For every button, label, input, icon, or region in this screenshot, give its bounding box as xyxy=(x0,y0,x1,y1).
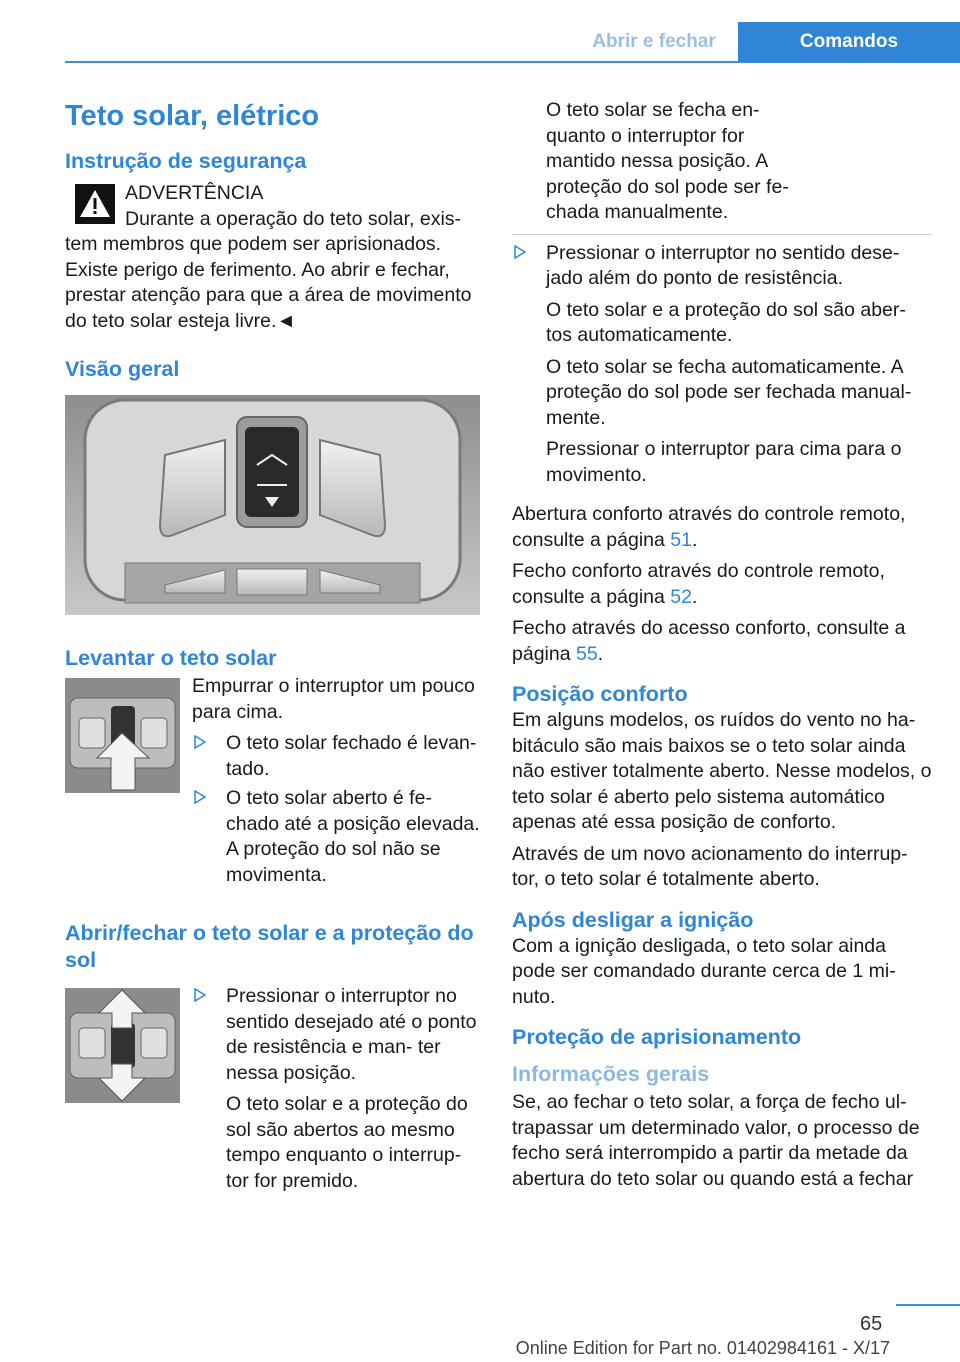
triangle-bullet-icon xyxy=(194,988,206,1002)
general-info-heading: Informações gerais xyxy=(512,1062,710,1086)
comfort-position-heading: Posição conforto xyxy=(512,682,688,706)
page-link-55[interactable]: 55 xyxy=(575,642,598,665)
page-link-51[interactable]: 51 xyxy=(670,528,692,551)
overview-heading: Visão geral xyxy=(65,357,180,381)
tab-comandos[interactable]: Comandos xyxy=(738,22,960,62)
overview-photo xyxy=(65,395,480,615)
warning-block xyxy=(65,181,485,232)
raise-bullet-1: O teto solar fechado é levan‐ tado. xyxy=(226,732,477,780)
page-title: Teto solar, elétrico xyxy=(65,100,320,132)
raise-list xyxy=(192,731,485,888)
triangle-bullet-icon xyxy=(194,735,206,749)
triangle-bullet-icon xyxy=(194,790,206,804)
right-sub-2: O teto solar se fecha automaticamente. A proteção do sol pode ser fechada manual‐ mente. xyxy=(546,355,912,429)
ignition-text: Com a ignição desligada, o teto solar ainda pode ser comandado durante cerca de 1 mi‐ nuto. xyxy=(512,934,896,1008)
openclose-sub: O teto solar e a proteção do sol são abertos ao mesmo tempo enquanto o interrup‐ tor for premido. xyxy=(226,1093,468,1192)
left-column xyxy=(65,98,485,1200)
continued-text: O teto solar se fecha en‐ quanto o interruptor for mantido nessa posição. A proteção do sol pode ser fe‐ chada manualmente. xyxy=(546,99,789,223)
page-number: 65 xyxy=(860,1313,883,1335)
list-item xyxy=(192,786,485,888)
raise-switch-illustration xyxy=(65,678,180,793)
tab-abrir-e-fechar[interactable]: Abrir e fechar xyxy=(592,31,716,52)
right-bullet-main: Pressionar o interruptor no sentido dese‐ jado além do ponto de resistência. xyxy=(546,241,900,289)
list-item xyxy=(512,241,932,292)
openclose-heading: Abrir/fechar o teto solar e a proteção do sol xyxy=(65,921,474,972)
openclose-bullet: Pressionar o interruptor no sentido desejado até o ponto de resistência e man‐ ter nessa posição. xyxy=(226,985,477,1084)
comfort-position-p1: Em alguns modelos, os ruídos do vento no ha‐ bitáculo são mais baixos se o teto solar ainda não estiver totalmente aberto. Nesse modelos, o teto solar é aberto pelo sistema automático apenas até essa posição de conforto. xyxy=(512,709,932,833)
warning-text-first-line: Durante a operação do teto solar, exis‐ xyxy=(125,207,462,230)
right-column xyxy=(512,98,932,1198)
right-sub-1: O teto solar e a proteção do sol são aber‐ tos automaticamente. xyxy=(546,298,906,346)
raise-block xyxy=(65,674,485,892)
openclose-switch-illustration xyxy=(65,988,180,1103)
access-close-text: Fecho através do acesso conforto, consulte a página 55. xyxy=(512,617,906,665)
raise-bullet-2: O teto solar aberto é fe‐ chado até a posição elevada. A proteção do sol não se movimenta. xyxy=(226,787,480,886)
safety-heading: Instrução de segurança xyxy=(65,149,307,173)
warning-icon xyxy=(75,184,115,224)
triangle-bullet-icon xyxy=(514,245,526,259)
page-link-52[interactable]: 52 xyxy=(670,585,692,608)
raise-intro: Empurrar o interruptor um pouco para cima. xyxy=(192,675,475,723)
ignition-heading: Após desligar a ignição xyxy=(512,907,754,932)
warning-text: tem membros que podem ser aprisionados. Existe perigo de ferimento. Ao abrir e fechar, prestar atenção para que a área de movimento do teto solar esteja livre.◄ xyxy=(65,233,472,332)
right-sub-3: Pressionar o interruptor para cima para o movimento. xyxy=(546,438,902,486)
divider xyxy=(512,234,932,235)
pinch-protection-heading: Proteção de aprisionamento xyxy=(512,1025,802,1049)
comfort-close-text: Fecho conforto através do controle remoto, consulte a página 52. xyxy=(512,560,885,608)
comfort-open-text: Abertura conforto através do controle remoto, consulte a página 51. xyxy=(512,503,906,551)
raise-heading: Levantar o teto solar xyxy=(65,646,277,670)
list-item xyxy=(192,984,485,1086)
right-list xyxy=(512,241,932,292)
footer-edition: Online Edition for Part no. 01402984161 - X/17 xyxy=(515,1338,890,1358)
general-info-text: Se, ao fechar o teto solar, a força de fecho ul‐ trapassar um determinado valor, o processo de fecho será interrompido a partir da metade da abertura do teto solar ou quando está a fechar xyxy=(512,1091,920,1190)
comfort-position-p2: Através de um novo acionamento do interrup‐ tor, o teto solar é totalmente aberto. xyxy=(512,842,908,890)
list-item xyxy=(192,731,485,782)
openclose-block xyxy=(65,984,485,1200)
footer-rule xyxy=(896,1304,960,1306)
openclose-list xyxy=(192,984,485,1086)
warning-label: ADVERTÊNCIA xyxy=(125,182,264,204)
